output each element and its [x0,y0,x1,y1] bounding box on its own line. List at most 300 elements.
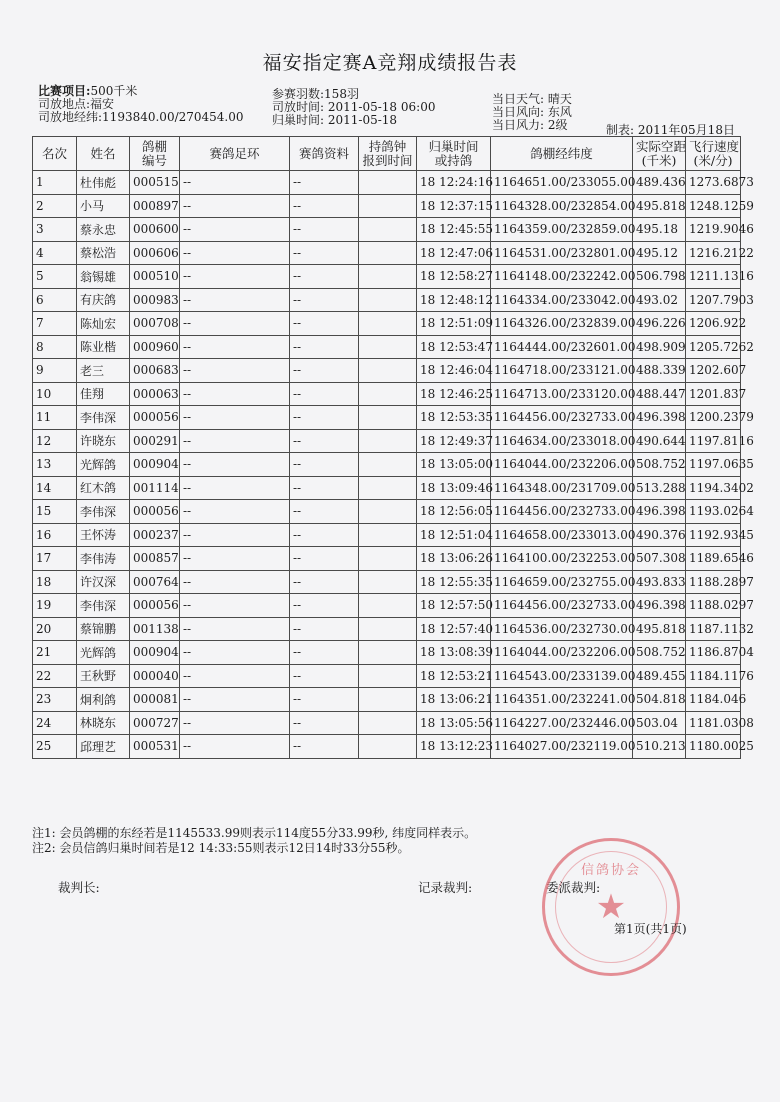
cell-clock [359,194,417,218]
cell-name: 李伟深 [77,406,130,430]
cell-coord: 1164351.00/232241.00 [491,688,633,712]
cell-dist: 498.909 [633,335,686,359]
cell-coord: 1164359.00/232859.00 [491,218,633,242]
cell-time: 18 12:53:21 [417,664,491,688]
cell-coord: 1164634.00/233018.00 [491,429,633,453]
cell-speed: 1197.0635 [686,453,741,477]
cell-loft: 000983 [130,288,180,312]
seal-star-icon: ★ [595,887,627,927]
cell-clock [359,429,417,453]
cell-time: 18 12:56:05 [417,500,491,524]
cell-time: 18 12:49:37 [417,429,491,453]
report-title: 福安指定赛A竞翔成绩报告表 [262,52,518,74]
cell-loft: 000056 [130,500,180,524]
cell-coord: 1164027.00/232119.00 [491,735,633,759]
cell-rank: 22 [33,664,77,688]
cell-time: 18 12:51:04 [417,523,491,547]
cell-name: 杜伟彪 [77,171,130,195]
table-row [33,406,741,430]
return-time-value: 2011-05-18 [327,113,398,127]
release-place-label: 司放地点: [38,97,91,111]
cell-speed: 1188.2897 [686,570,741,594]
cell-info: -- [290,359,359,383]
table-row [33,241,741,265]
cell-rank: 14 [33,476,77,500]
cell-info: -- [290,594,359,618]
cell-name: 李伟深 [77,500,130,524]
cell-loft: 000063 [130,382,180,406]
cell-name: 光辉鸽 [77,453,130,477]
results-table [32,136,754,759]
cell-speed: 1184.1176 [686,664,741,688]
weather-label: 当日天气: [492,92,545,106]
cell-name: 邱理艺 [77,735,130,759]
cell-rank: 11 [33,406,77,430]
cell-ring: -- [180,594,290,618]
cell-speed: 1194.3402 [686,476,741,500]
header-distance: 实际空距 (千米) [633,137,686,171]
note-2: 注2: 会员信鸽归巢时间若是12 14:33:55则表示12日14时33分55秒。 [32,841,410,855]
cell-rank: 23 [33,688,77,712]
cell-ring: -- [180,617,290,641]
cell-speed: 1193.0264 [686,500,741,524]
cell-clock [359,171,417,195]
table-row [33,664,741,688]
cell-coord: 1164536.00/232730.00 [491,617,633,641]
cell-coord: 1164531.00/232801.00 [491,241,633,265]
cell-info: -- [290,453,359,477]
cell-ring: -- [180,570,290,594]
cell-ring: -- [180,500,290,524]
cell-info: -- [290,382,359,406]
cell-name: 炯利鸽 [77,688,130,712]
cell-name: 佳翔 [77,382,130,406]
cell-name: 陈业楷 [77,335,130,359]
note-1: 注1: 会员鸽棚的东经若是1145533.99则表示114度55分33.99秒, 纬度同样表示。 [32,826,477,840]
cell-ring: -- [180,735,290,759]
cell-info: -- [290,617,359,641]
cell-rank: 4 [33,241,77,265]
cell-coord: 1164348.00/231709.00 [491,476,633,500]
cell-info: -- [290,218,359,242]
cell-rank: 9 [33,359,77,383]
cell-name: 许晓东 [77,429,130,453]
table-header-row [33,137,741,171]
table-row [33,218,741,242]
table-row [33,335,741,359]
cell-coord: 1164044.00/232206.00 [491,641,633,665]
cell-coord: 1164334.00/233042.00 [491,288,633,312]
cell-time: 18 12:37:15 [417,194,491,218]
cell-rank: 24 [33,711,77,735]
cell-time: 18 12:57:40 [417,617,491,641]
info-block-left [38,85,244,124]
cell-rank: 20 [33,617,77,641]
cell-dist: 488.447 [633,382,686,406]
cell-speed: 1197.8116 [686,429,741,453]
table-row [33,312,741,336]
cell-time: 18 12:58:27 [417,265,491,289]
cell-name: 老三 [77,359,130,383]
table-row [33,359,741,383]
cell-dist: 508.752 [633,641,686,665]
cell-time: 18 13:12:23 [417,735,491,759]
cell-dist: 493.02 [633,288,686,312]
cell-dist: 504.818 [633,688,686,712]
cell-speed: 1202.607 [686,359,741,383]
delegate-signature: 委派裁判: [546,880,601,895]
weather-value: 晴天 [547,92,572,106]
cell-rank: 12 [33,429,77,453]
cell-loft: 001138 [130,617,180,641]
cell-ring: -- [180,171,290,195]
cell-clock [359,312,417,336]
cell-coord: 1164718.00/233121.00 [491,359,633,383]
cell-loft: 000897 [130,194,180,218]
cell-info: -- [290,265,359,289]
cell-loft: 000683 [130,359,180,383]
cell-speed: 1186.8704 [686,641,741,665]
cell-coord: 1164100.00/232253.00 [491,547,633,571]
cell-clock [359,406,417,430]
cell-rank: 13 [33,453,77,477]
cell-name: 小马 [77,194,130,218]
cell-loft: 000708 [130,312,180,336]
cell-dist: 508.752 [633,453,686,477]
cell-speed: 1181.0308 [686,711,741,735]
cell-time: 18 12:55:35 [417,570,491,594]
return-time-label: 归巢时间: [272,113,325,127]
cell-clock [359,382,417,406]
cell-clock [359,241,417,265]
cell-info: -- [290,664,359,688]
cell-coord: 1164444.00/232601.00 [491,335,633,359]
results-body [33,171,754,759]
made-label: 制表: [606,123,635,137]
release-time-label: 司放时间: [272,100,325,114]
cell-dist: 496.398 [633,406,686,430]
cell-loft: 000764 [130,570,180,594]
cell-time: 18 13:05:56 [417,711,491,735]
cell-speed: 1200.2379 [686,406,741,430]
cell-time: 18 12:53:35 [417,406,491,430]
info-block-right [492,93,572,132]
wind-force-label: 当日风力: [492,118,545,132]
cell-clock [359,523,417,547]
page-number: 第1页(共1页) [614,922,687,936]
cell-loft: 000904 [130,641,180,665]
cell-coord: 1164456.00/232733.00 [491,500,633,524]
cell-loft: 000515 [130,171,180,195]
table-row [33,594,741,618]
header-coord: 鸽棚经纬度 [491,137,633,171]
header-loft: 鸽棚 编号 [130,137,180,171]
cell-clock [359,218,417,242]
header-ring: 赛鸽足环 [180,137,290,171]
header-name: 姓名 [77,137,130,171]
cell-time: 18 13:09:46 [417,476,491,500]
race-item-label: 比赛项目: [38,84,91,98]
cell-time: 18 12:24:16 [417,171,491,195]
cell-clock [359,735,417,759]
cell-info: -- [290,711,359,735]
release-coord-value: 1193840.00/270454.00 [102,110,244,124]
cell-ring: -- [180,265,290,289]
cell-coord: 1164326.00/232839.00 [491,312,633,336]
cell-loft: 000960 [130,335,180,359]
cell-info: -- [290,241,359,265]
cell-loft: 000040 [130,664,180,688]
cell-name: 有庆鸽 [77,288,130,312]
cell-info: -- [290,476,359,500]
cell-name: 红木鸽 [77,476,130,500]
cell-coord: 1164456.00/232733.00 [491,406,633,430]
wind-dir-label: 当日风向: [492,105,545,119]
cell-speed: 1187.1132 [686,617,741,641]
cell-dist: 495.18 [633,218,686,242]
cell-info: -- [290,570,359,594]
table-row [33,547,741,571]
cell-ring: -- [180,523,290,547]
cell-name: 李伟深 [77,594,130,618]
cell-info: -- [290,406,359,430]
cell-info: -- [290,641,359,665]
info-block-middle [272,88,435,127]
cell-ring: -- [180,241,290,265]
cell-clock [359,594,417,618]
cell-ring: -- [180,382,290,406]
cell-coord: 1164543.00/233139.00 [491,664,633,688]
count-value: 158羽 [324,87,359,101]
cell-name: 陈灿宏 [77,312,130,336]
cell-clock [359,476,417,500]
cell-clock [359,711,417,735]
table-row [33,288,741,312]
cell-info: -- [290,288,359,312]
wind-dir-value: 东风 [547,105,572,119]
cell-rank: 21 [33,641,77,665]
cell-ring: -- [180,335,290,359]
cell-ring: -- [180,711,290,735]
cell-ring: -- [180,664,290,688]
cell-rank: 8 [33,335,77,359]
cell-loft: 000727 [130,711,180,735]
cell-clock [359,664,417,688]
table-row [33,570,741,594]
chief-judge-signature: 裁判长: [58,880,100,895]
seal-text: 信鸽协会 [580,863,641,878]
cell-speed: 1206.922 [686,312,741,336]
cell-dist: 507.308 [633,547,686,571]
cell-loft: 000904 [130,453,180,477]
made-value: 2011年05月18日 [637,123,735,137]
table-row [33,429,741,453]
cell-dist: 495.818 [633,194,686,218]
cell-clock [359,359,417,383]
cell-rank: 16 [33,523,77,547]
cell-ring: -- [180,476,290,500]
table-row [33,688,741,712]
cell-loft: 000531 [130,735,180,759]
cell-dist: 510.213 [633,735,686,759]
table-row [33,617,741,641]
cell-rank: 18 [33,570,77,594]
cell-clock [359,453,417,477]
race-item-value: 500千米 [90,84,138,98]
cell-coord: 1164328.00/232854.00 [491,194,633,218]
cell-info: -- [290,312,359,336]
cell-speed: 1273.6873 [686,171,741,195]
cell-coord: 1164456.00/232733.00 [491,594,633,618]
cell-info: -- [290,523,359,547]
cell-dist: 489.455 [633,664,686,688]
cell-dist: 495.12 [633,241,686,265]
cell-loft: 000857 [130,547,180,571]
cell-clock [359,288,417,312]
cell-ring: -- [180,312,290,336]
cell-rank: 5 [33,265,77,289]
cell-coord: 1164713.00/233120.00 [491,382,633,406]
cell-loft: 000237 [130,523,180,547]
cell-rank: 6 [33,288,77,312]
table-row [33,453,741,477]
cell-name: 翁锡雄 [77,265,130,289]
cell-time: 18 12:57:50 [417,594,491,618]
cell-time: 18 13:08:39 [417,641,491,665]
cell-info: -- [290,194,359,218]
cell-coord: 1164659.00/232755.00 [491,570,633,594]
cell-ring: -- [180,194,290,218]
cell-coord: 1164044.00/232206.00 [491,453,633,477]
cell-dist: 490.376 [633,523,686,547]
cell-speed: 1201.837 [686,382,741,406]
cell-dist: 495.818 [633,617,686,641]
cell-speed: 1219.9046 [686,218,741,242]
cell-clock [359,641,417,665]
cell-ring: -- [180,453,290,477]
cell-ring: -- [180,359,290,383]
cell-rank: 2 [33,194,77,218]
cell-name: 林晓东 [77,711,130,735]
cell-time: 18 12:47:06 [417,241,491,265]
notes [32,826,476,856]
cell-dist: 489.436 [633,171,686,195]
recorder-signature: 记录裁判: [418,880,473,895]
red-seal-stamp [542,838,680,976]
table-row [33,641,741,665]
cell-dist: 490.644 [633,429,686,453]
cell-speed: 1189.6546 [686,547,741,571]
cell-loft: 000056 [130,406,180,430]
cell-coord: 1164658.00/233013.00 [491,523,633,547]
cell-speed: 1207.7903 [686,288,741,312]
cell-dist: 503.04 [633,711,686,735]
cell-dist: 506.798 [633,265,686,289]
wind-force-value: 2级 [547,118,568,132]
cell-rank: 10 [33,382,77,406]
cell-ring: -- [180,218,290,242]
cell-info: -- [290,735,359,759]
cell-time: 18 12:46:04 [417,359,491,383]
cell-loft: 001114 [130,476,180,500]
cell-info: -- [290,335,359,359]
cell-name: 蔡锦鹏 [77,617,130,641]
cell-info: -- [290,429,359,453]
cell-ring: -- [180,688,290,712]
cell-dist: 496.398 [633,594,686,618]
cell-name: 许汉深 [77,570,130,594]
cell-speed: 1211.1316 [686,265,741,289]
cell-dist: 496.226 [633,312,686,336]
cell-loft: 000291 [130,429,180,453]
table-row [33,171,741,195]
header-return-time: 归巢时间 或持鸽 [417,137,491,171]
cell-name: 王怀涛 [77,523,130,547]
cell-ring: -- [180,406,290,430]
cell-speed: 1188.0297 [686,594,741,618]
cell-loft: 000606 [130,241,180,265]
cell-name: 光辉鸽 [77,641,130,665]
cell-name: 李伟涛 [77,547,130,571]
cell-dist: 493.833 [633,570,686,594]
cell-ring: -- [180,288,290,312]
cell-rank: 15 [33,500,77,524]
cell-loft: 000081 [130,688,180,712]
cell-dist: 496.398 [633,500,686,524]
cell-rank: 1 [33,171,77,195]
count-label: 参赛羽数: [272,87,325,101]
cell-speed: 1248.1259 [686,194,741,218]
cell-loft: 000600 [130,218,180,242]
cell-loft: 000056 [130,594,180,618]
cell-coord: 1164148.00/232242.00 [491,265,633,289]
table-row [33,476,741,500]
cell-time: 18 12:45:55 [417,218,491,242]
cell-speed: 1192.9345 [686,523,741,547]
cell-rank: 7 [33,312,77,336]
cell-rank: 3 [33,218,77,242]
header-speed: 飞行速度 (米/分) [686,137,741,171]
cell-time: 18 12:48:12 [417,288,491,312]
table-row [33,194,741,218]
release-coord-label: 司放地经纬: [38,110,103,124]
cell-coord: 1164651.00/233055.00 [491,171,633,195]
cell-ring: -- [180,547,290,571]
cell-loft: 000510 [130,265,180,289]
cell-time: 18 13:05:00 [417,453,491,477]
cell-clock [359,335,417,359]
table-row [33,500,741,524]
cell-dist: 513.288 [633,476,686,500]
cell-clock [359,500,417,524]
header-clock: 持鸽钟 报到时间 [359,137,417,171]
cell-clock [359,688,417,712]
cell-info: -- [290,171,359,195]
header-rank: 名次 [33,137,77,171]
cell-speed: 1216.2122 [686,241,741,265]
cell-time: 18 12:46:25 [417,382,491,406]
header-info: 赛鸽资料 [290,137,359,171]
cell-time: 18 13:06:21 [417,688,491,712]
cell-time: 18 12:53:47 [417,335,491,359]
table-row [33,382,741,406]
table-row [33,523,741,547]
release-time-value: 2011-05-18 06:00 [327,100,436,114]
table-row [33,265,741,289]
cell-clock [359,617,417,641]
cell-ring: -- [180,429,290,453]
cell-info: -- [290,688,359,712]
